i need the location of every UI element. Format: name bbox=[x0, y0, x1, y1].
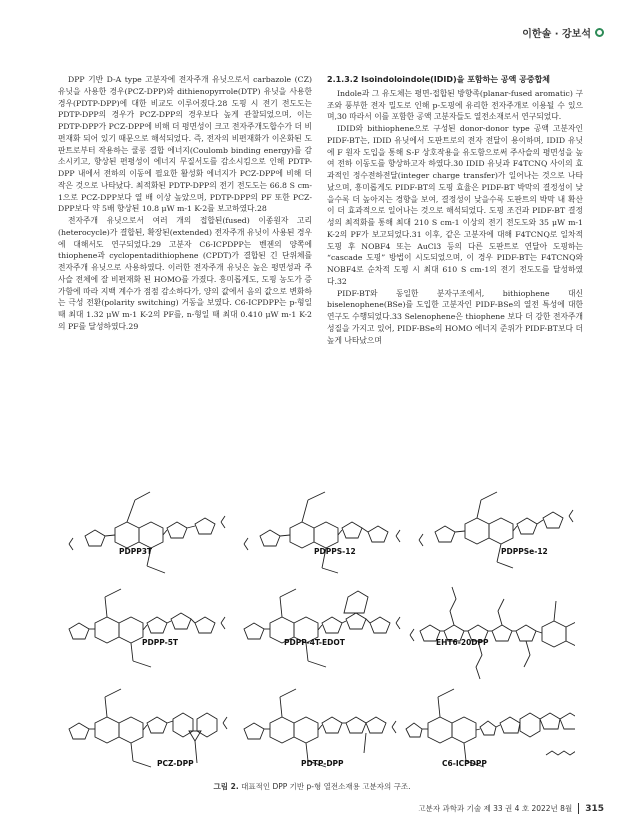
paragraph: DPP 기반 D-A type 고분자에 전자주개 유닛으로서 carbazole (CZ) 유닛을 사용한 경우(PCZ-DPP)와 dithienopyrrole(DTP) 유닛을 사용한 경우(PDTP-DPP)에 대한 비교도 이루어졌다.28 도핑 시 전기 전도도는 PDTP-DPP의 경우가 PCZ-DPP의 경우보다 높게 관찰되었으며, 이는 PDTP-DPP가 PCZ-DPP에 비해 더 평면성이 크고 전자주개도합수가 더 비편재화 되어 있기 때문으로 해석되었다. 즉, 전자의 비편재화가 이온화된 도판트로부터 작용하는 쿨롱 결합 에너지(Coulomb binding energy)를 감소시키고, 향상된 편평성이 에너지 무질서도를 감소시킴으로 인해 PDTP-DPP 내에서 전하의 이동에 필요한 활성화 에너지가 PCZ-DPP에 비해 더 작은 것으로 나타났다. 최적화된 PDTP-DPP의 전기 전도도는 66.8 S cm-1으로 PCZ-DPP보다 열 배 이상 높았으며, PDTP-DPP의 PF 또한 PCZ-DPP보다 약 5배 향상된 10.8 μW m-1 K-2를 보고하였다.28 bbox=[58, 75, 312, 214]
paragraph: IDID와 bithiophene으로 구성된 donor-donor type 공액 고분자인 PIDF-BT는, IDID 유닛에서 도판트로의 전자 전달이 용이하며, IDID 유닛에 F 원자 도입을 통해 S-F 상호작용을 유도함으로써 주사슬의 평면성을 높여 전하 이동도를 향상하고자 하였다.30 IDID 유닛과 F4TCNQ 사이의 효과적인 정수전하전달(integer charge transfer)가 일어나는 것으로 나타났으며, 흥미롭게도 PIDF-BT의 도핑 효율은 PIDF-BT 박막의 결정성이 낮을수록 더 높아지는 경향을 보여, 결정성이 낮을수록 도판트의 박막 내 확산이 더 효과적으로 일어나는 것으로 해석되었다. 도핑 조건과 PIDF-BT 결정성의 최적화를 통해 최대 210 S cm-1 이상의 전기 전도도와 35 μW m-1 K-2의 PF가 보고되었다.31 이후, 같은 고분자에 대해 F4TCNQ로 일차적 도핑 후 NOBF4 또는 AuCl3 등의 다른 도판트로 연달아 도핑하는 “cascade 도핑” 방법이 시도되었으며, 이 경우 PIDF-BT는 F4TCNQ와 NOBF4로 순차적 도핑 시 최대 610 S cm-1의 전기 전도도를 달성하였다.32 bbox=[327, 124, 583, 286]
caption-text: 대표적인 DPP 기반 p-형 열전소재용 고분자의 구조. bbox=[241, 782, 411, 791]
label-pdpp4tedot: PDPP-4T-EDOT bbox=[284, 638, 345, 647]
footer-divider bbox=[578, 803, 579, 814]
label-pdppse12: PDPPSe-12 bbox=[501, 547, 548, 556]
structure-pdpp5t bbox=[69, 589, 225, 667]
circle-icon bbox=[595, 28, 604, 37]
page-footer bbox=[418, 803, 604, 814]
paragraph: PIDF-BT와 동일한 분자구조에서, bithiophene 대신 biselenophene(BSe)를 도입한 고분자인 PIDF-BSe의 열전 특성에 대한 연구도 수행되었다.33 Selenophene은 thiophene 보다 더 강한 전자주개 성질을 가지고 있어, PIDF-BSe의 HOMO 에너지 준위가 PIDF-BT보다 더 높게 나타났으며 bbox=[327, 288, 583, 345]
label-c6icpdpp: C6-ICPDPP bbox=[442, 759, 487, 768]
label-pdtpdpp: PDTP-DPP bbox=[301, 759, 344, 768]
paragraph: Indole과 그 유도체는 평면-접합된 방향족(planar-fused aromatic) 구조와 풍부한 전자 밀도로 인해 p-도핑에 유리한 전자주개로 이용될 수 있으며,30 따라서 이를 포함한 공액 고분자들도 열전소재로서 연구되었다. bbox=[327, 88, 583, 122]
structure-eht620dpp bbox=[410, 587, 575, 679]
left-column bbox=[58, 74, 312, 333]
header-authors: 이한솔 · 강보석 bbox=[522, 29, 591, 40]
label-pdpp5t: PDPP-5T bbox=[142, 638, 179, 647]
paragraph: 전자주개 유닛으로서 여러 개의 접합된(fused) 이종원자 고리(heterocycle)가 결합된, 확장된(extended) 전자주개 유닛이 사용된 경우에 대해서도 연구되었다.29 고분자 C6-ICPDPP는 벤젠의 양쪽에 thiophene과 cyclopentadithiophene (CPDT)가 결합된 긴 단위체를 전자주개 유닛으로 사용하였다. 이러한 전자주개 유닛은 높은 평면성과 주사슬 전체에 잘 비편재화 된 HOMO를 가졌다. 흥미롭게도, 도핑 농도가 증가함에 따라 지백 계수가 점점 감소하다가, 양의 값에서 음의 값으로 변화하는 극성 전환(polarity switching) 거동을 보였다. C6-ICPDPP는 p-형일 때 최대 1.32 μW m-1 K-2의 PF를, n-형일 때 최대 0.410 μW m-1 K-2의 PF를 달성하였다.29 bbox=[58, 216, 312, 331]
figure-caption bbox=[0, 781, 624, 792]
footer-journal: 고분자 과학과 기술 제 33 권 4 호 2022년 8월 bbox=[418, 804, 573, 813]
label-pdpps12: PDPPS-12 bbox=[314, 547, 356, 556]
structure-pdppse12 bbox=[419, 492, 573, 568]
page-header bbox=[522, 25, 604, 40]
structure-pdpp3t bbox=[69, 492, 225, 573]
right-column bbox=[327, 74, 583, 346]
structure-pczdpp bbox=[69, 689, 227, 767]
structure-pdpps12 bbox=[244, 492, 400, 573]
structure-pdtpdpp bbox=[244, 689, 396, 767]
label-eht620dpp: EHT6-20DPP bbox=[436, 638, 489, 647]
structure-c6icpdpp bbox=[406, 689, 575, 767]
caption-label: 그림 2. bbox=[213, 782, 239, 791]
figure-structures bbox=[55, 478, 575, 803]
page-number: 315 bbox=[585, 803, 604, 814]
label-pdpp3t: PDPP3T bbox=[119, 547, 153, 556]
structure-pdpp4tedot bbox=[244, 589, 400, 667]
label-pczdpp: PCZ-DPP bbox=[157, 759, 194, 768]
section-heading: 2.1.3.2 Isoindoloindole(IDID)을 포함하는 공액 공중합체 bbox=[327, 75, 551, 84]
